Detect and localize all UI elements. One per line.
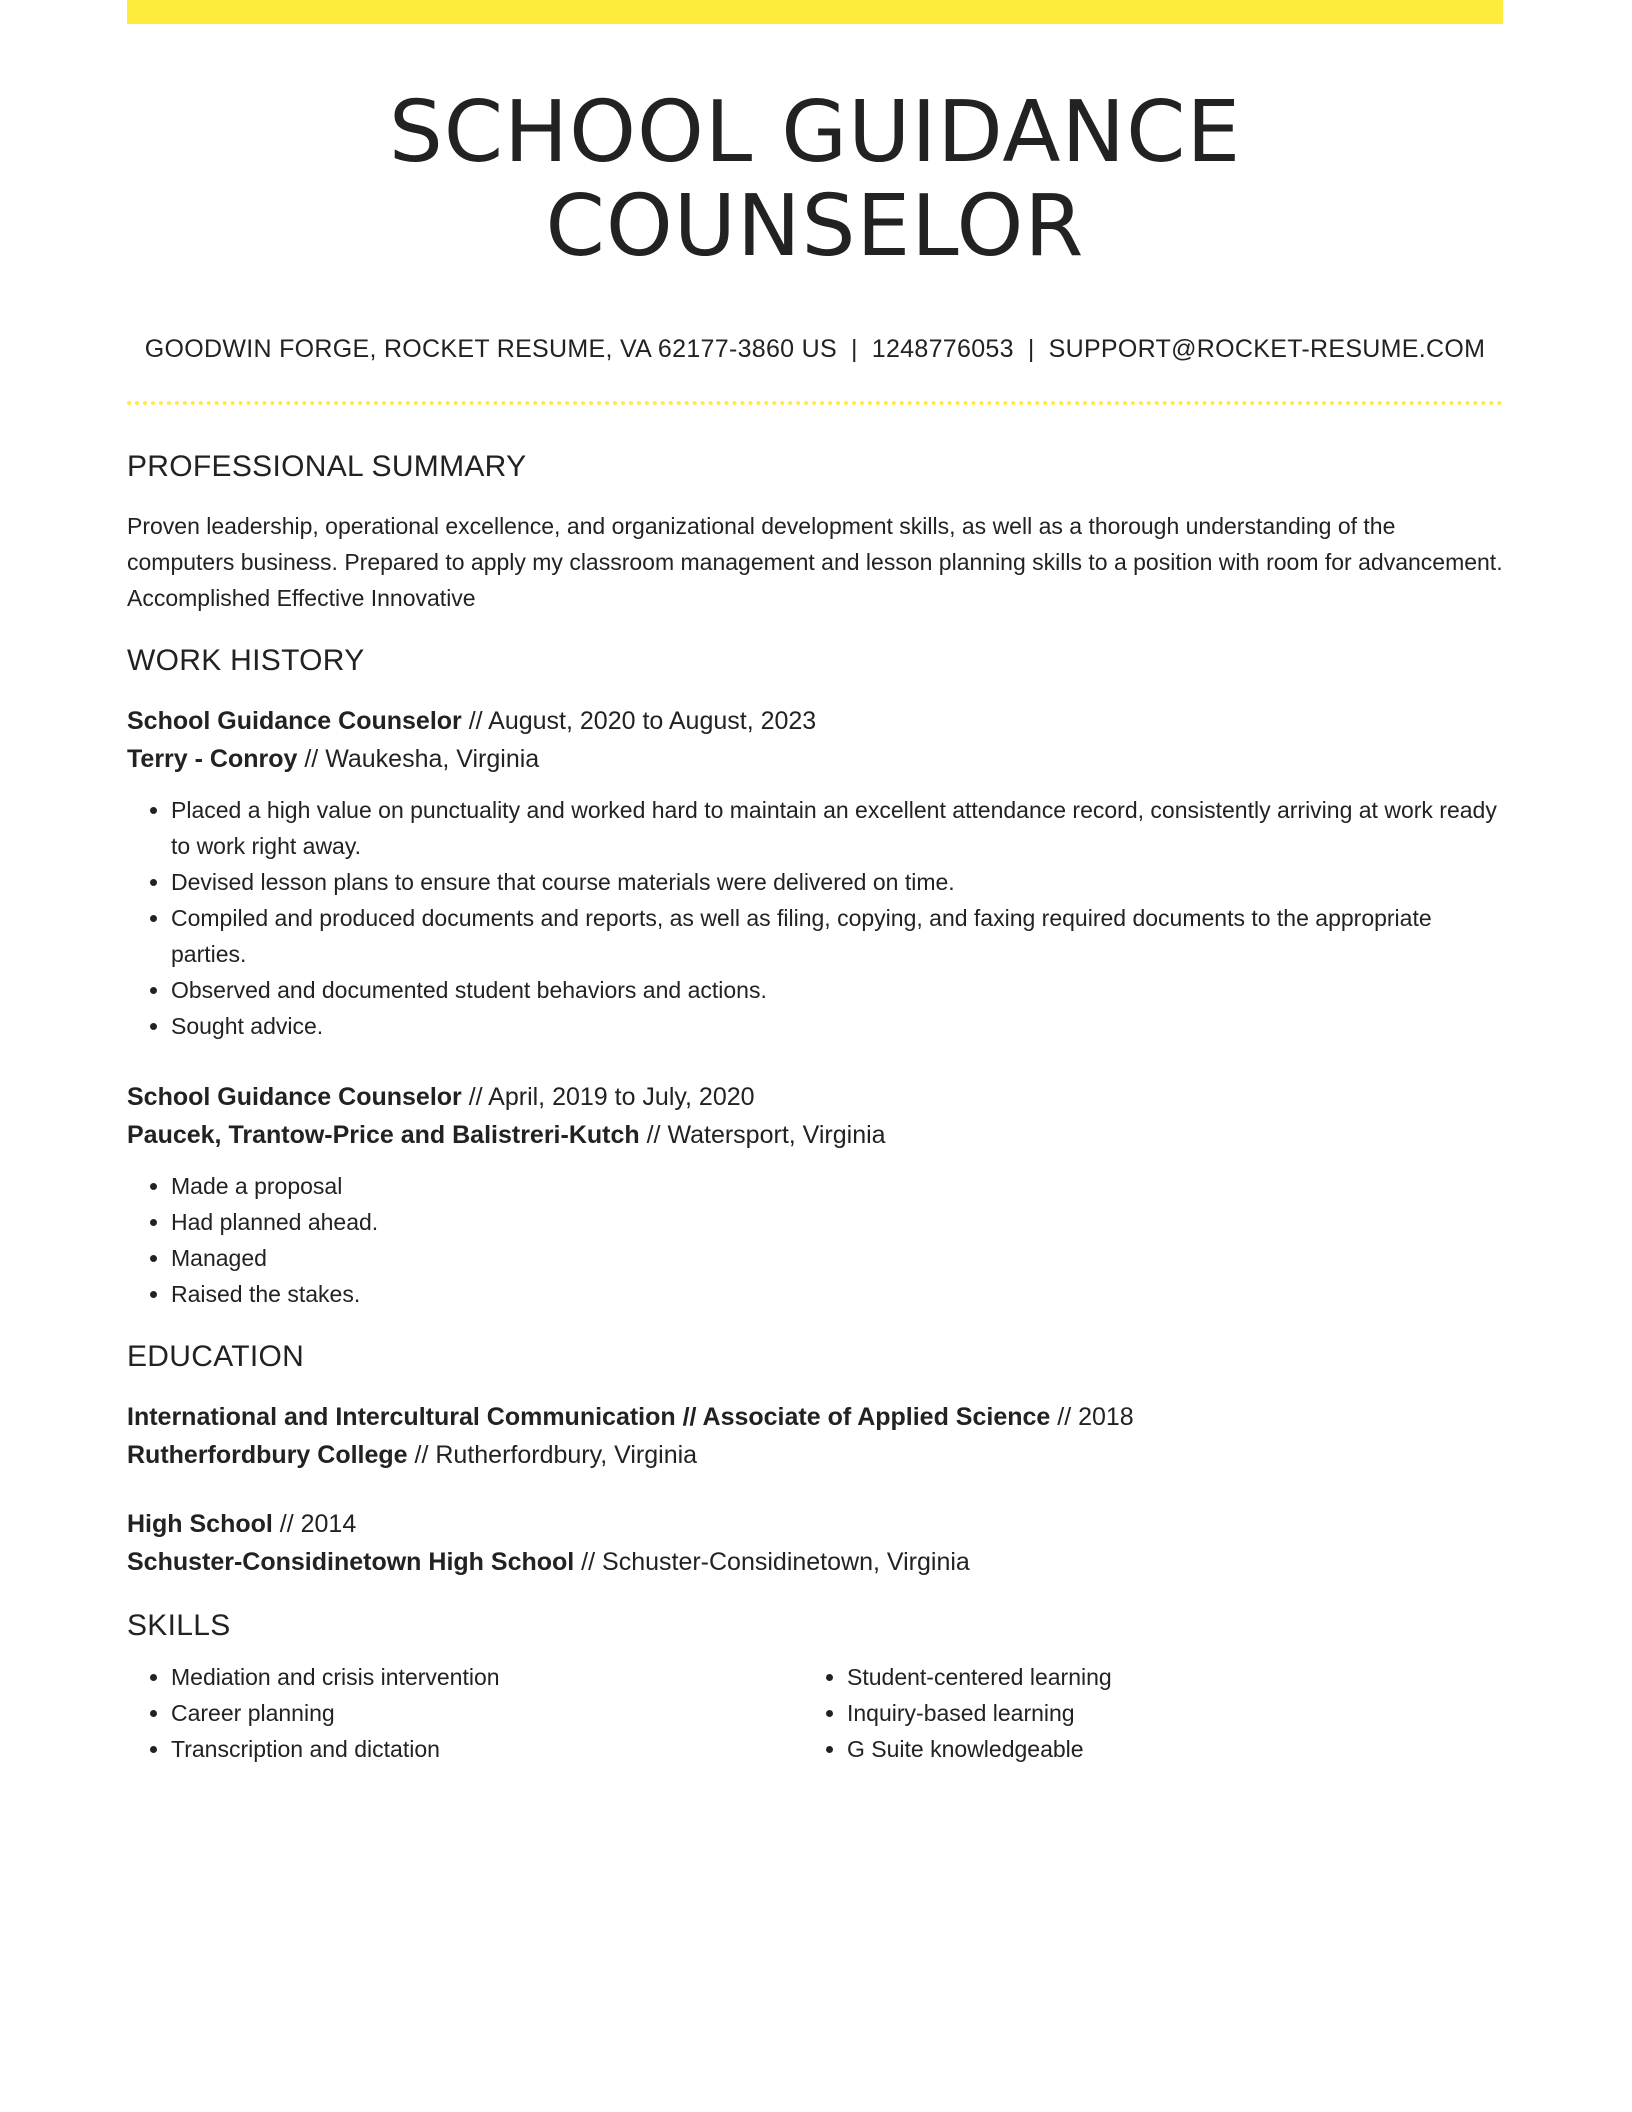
education-degree-line [127, 1398, 1503, 1436]
education-school-line [127, 1543, 1503, 1581]
job-location: // Waukesha, Virginia [297, 745, 540, 773]
job-bullets [127, 792, 1503, 1044]
list-item: • Made a proposal [171, 1168, 1503, 1204]
resume-page [127, 0, 1503, 1767]
contact-line [127, 335, 1503, 364]
skill-item: • G Suite knowledgeable [847, 1731, 1479, 1767]
contact-separator: | [850, 335, 858, 363]
list-item: • Devised lesson plans to ensure that course materials were delivered on time. [171, 864, 1503, 900]
skills-list-right [803, 1659, 1479, 1767]
job-position: School Guidance Counselor [127, 707, 462, 735]
job-bullets [127, 1168, 1503, 1312]
skill-item: • Student-centered learning [847, 1659, 1479, 1695]
education-year: // 2014 [272, 1510, 357, 1538]
job-dates: // April, 2019 to July, 2020 [461, 1083, 755, 1111]
skill-item: • Inquiry-based learning [847, 1695, 1479, 1731]
job-position-line [127, 702, 1503, 740]
education-entry [127, 1505, 1503, 1581]
job-company: Paucek, Trantow-Price and Balistreri-Kutch [127, 1121, 640, 1149]
list-item: • Had planned ahead. [171, 1204, 1503, 1240]
list-item: • Sought advice. [171, 1008, 1503, 1044]
list-item: • Observed and documented student behaviors and actions. [171, 972, 1503, 1008]
education-heading: EDUCATION [127, 1340, 305, 1373]
list-item: • Raised the stakes. [171, 1276, 1503, 1312]
skills-list-left [127, 1659, 803, 1767]
work-history-heading: WORK HISTORY [127, 644, 365, 677]
education-year: // 2018 [1050, 1403, 1134, 1431]
job-company: Terry - Conroy [127, 745, 298, 773]
summary-heading: PROFESSIONAL SUMMARY [127, 450, 527, 483]
contact-address: GOODWIN FORGE, ROCKET RESUME, VA 62177-3860 US [144, 335, 837, 363]
skill-item: • Career planning [171, 1695, 803, 1731]
education-degree: International and Intercultural Communication // Associate of Applied Science [127, 1403, 1051, 1431]
list-item: • Managed [171, 1240, 1503, 1276]
education-location: // Schuster-Considinetown, Virginia [574, 1548, 970, 1576]
contact-email: SUPPORT@ROCKET-RESUME.COM [1048, 335, 1486, 363]
dotted-divider [127, 401, 1503, 405]
skill-item: • Transcription and dictation [171, 1731, 803, 1767]
job-dates: // August, 2020 to August, 2023 [461, 707, 817, 735]
job-position-line [127, 1078, 1503, 1116]
accent-bar [127, 0, 1503, 24]
contact-phone: 1248776053 [871, 335, 1014, 363]
education-location: // Rutherfordbury, Virginia [407, 1441, 698, 1469]
education-school: Schuster-Considinetown High School [127, 1548, 575, 1576]
education-school-line [127, 1436, 1503, 1474]
skill-item: • Mediation and crisis intervention [171, 1659, 803, 1695]
skills-columns [127, 1659, 1503, 1767]
job-location: // Watersport, Virginia [639, 1121, 886, 1149]
list-item: • Placed a high value on punctuality and worked hard to maintain an excellent attendance record, consistently arriving at work ready to work right away. [171, 792, 1503, 864]
job-entry [127, 1078, 1503, 1312]
list-item: • Compiled and produced documents and reports, as well as filing, copying, and faxing required documents to the appropriate parties. [171, 900, 1503, 972]
education-degree-line [127, 1505, 1503, 1543]
job-company-line [127, 1116, 1503, 1154]
resume-title: SCHOOL GUIDANCE COUNSELOR [388, 83, 1242, 276]
job-entry [127, 702, 1503, 1044]
education-school: Rutherfordbury College [127, 1441, 408, 1469]
contact-separator: | [1027, 335, 1035, 363]
education-entry [127, 1398, 1503, 1474]
job-position: School Guidance Counselor [127, 1083, 462, 1111]
summary-text: Proven leadership, operational excellence, and organizational development skills, as well as a thorough understanding of the computers business. Prepared to apply my classroom management and lesson planning skills to a position with room for advancement. Accomplished Effective Innovative [127, 513, 1503, 611]
skills-heading: SKILLS [127, 1609, 231, 1642]
job-company-line [127, 740, 1503, 778]
education-degree: High School [127, 1510, 273, 1538]
